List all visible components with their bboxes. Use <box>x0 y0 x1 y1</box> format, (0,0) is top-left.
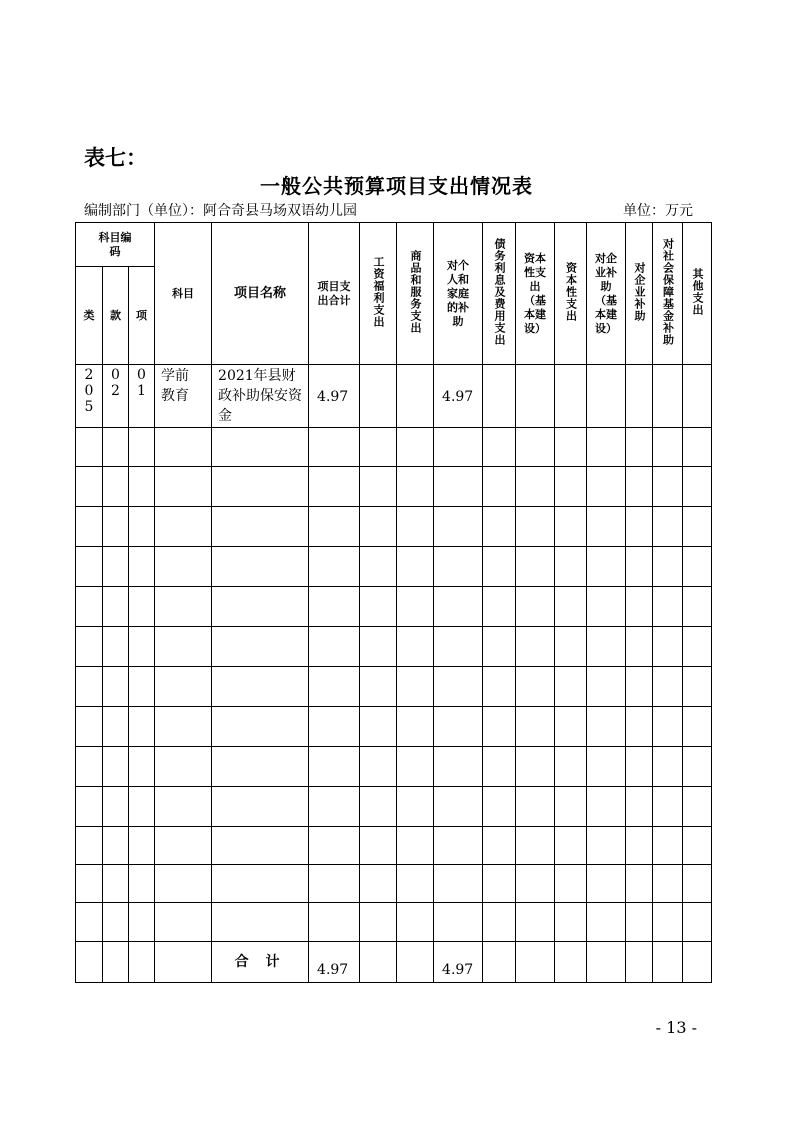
cell-debt <box>483 365 516 428</box>
header-total: 项目支出合计 <box>309 223 360 365</box>
page-number: - 13 - <box>655 1018 697 1037</box>
empty-row <box>76 627 712 667</box>
empty-row <box>76 547 712 587</box>
cell-subject: 学前教育 <box>155 365 212 428</box>
expenditure-table <box>75 222 712 983</box>
cell-enterprise <box>626 365 653 428</box>
total-row <box>76 942 712 983</box>
header-social-security: 对社会保障基金补助 <box>653 223 683 365</box>
cell-wage <box>360 365 397 428</box>
cell-lei: 205 <box>76 365 103 428</box>
cell-other <box>683 365 712 428</box>
header-kuan: 款 <box>103 267 129 365</box>
empty-row <box>76 827 712 865</box>
cell-project-name: 2021年县财政补助保安资金 <box>212 365 309 428</box>
header-goods: 商品和服务支出 <box>397 223 434 365</box>
empty-row <box>76 747 712 787</box>
header-enterprise-construction: 对企业补助（基本建设） <box>587 223 626 365</box>
empty-row <box>76 467 712 507</box>
header-capital: 资本性支出 <box>555 223 587 365</box>
header-xiang: 项 <box>129 267 155 365</box>
cell-total: 4.97 <box>309 365 360 428</box>
cell-capital <box>555 365 587 428</box>
page-title: 一般公共预算项目支出情况表 <box>260 174 533 198</box>
header-individual: 对个人和家庭的补助 <box>434 223 483 365</box>
table-label: 表七： <box>84 145 147 170</box>
header-subject: 科目 <box>155 223 212 365</box>
empty-row <box>76 787 712 827</box>
empty-row <box>76 428 712 467</box>
header-lei: 类 <box>76 267 103 365</box>
cell-xiang: 01 <box>129 365 155 428</box>
empty-row <box>76 707 712 747</box>
header-enterprise: 对企业补助 <box>626 223 653 365</box>
empty-row <box>76 587 712 627</box>
empty-row <box>76 865 712 903</box>
cell-individual: 4.97 <box>434 365 483 428</box>
empty-row <box>76 903 712 942</box>
cell-kuan: 02 <box>103 365 129 428</box>
header-other: 其他支出 <box>683 223 712 365</box>
unit-label: 单位：万元 <box>623 203 693 219</box>
table-row <box>76 365 712 428</box>
total-label: 合 计 <box>212 942 309 983</box>
header-wage: 工资福利支出 <box>360 223 397 365</box>
cell-capital-construction <box>516 365 555 428</box>
total-individual: 4.97 <box>434 942 483 983</box>
header-code-group: 科目编码 <box>76 223 155 267</box>
cell-goods <box>397 365 434 428</box>
empty-row <box>76 667 712 707</box>
cell-enterprise-construction <box>587 365 626 428</box>
header-project-name: 项目名称 <box>212 223 309 365</box>
empty-row <box>76 507 712 547</box>
total-amount: 4.97 <box>309 942 360 983</box>
department-label: 编制部门（单位）：阿合奇县马场双语幼儿园 <box>84 203 357 219</box>
cell-social-security <box>653 365 683 428</box>
header-debt: 债务利息及费用支出 <box>483 223 516 365</box>
header-capital-construction: 资本性支出（基本建设） <box>516 223 555 365</box>
